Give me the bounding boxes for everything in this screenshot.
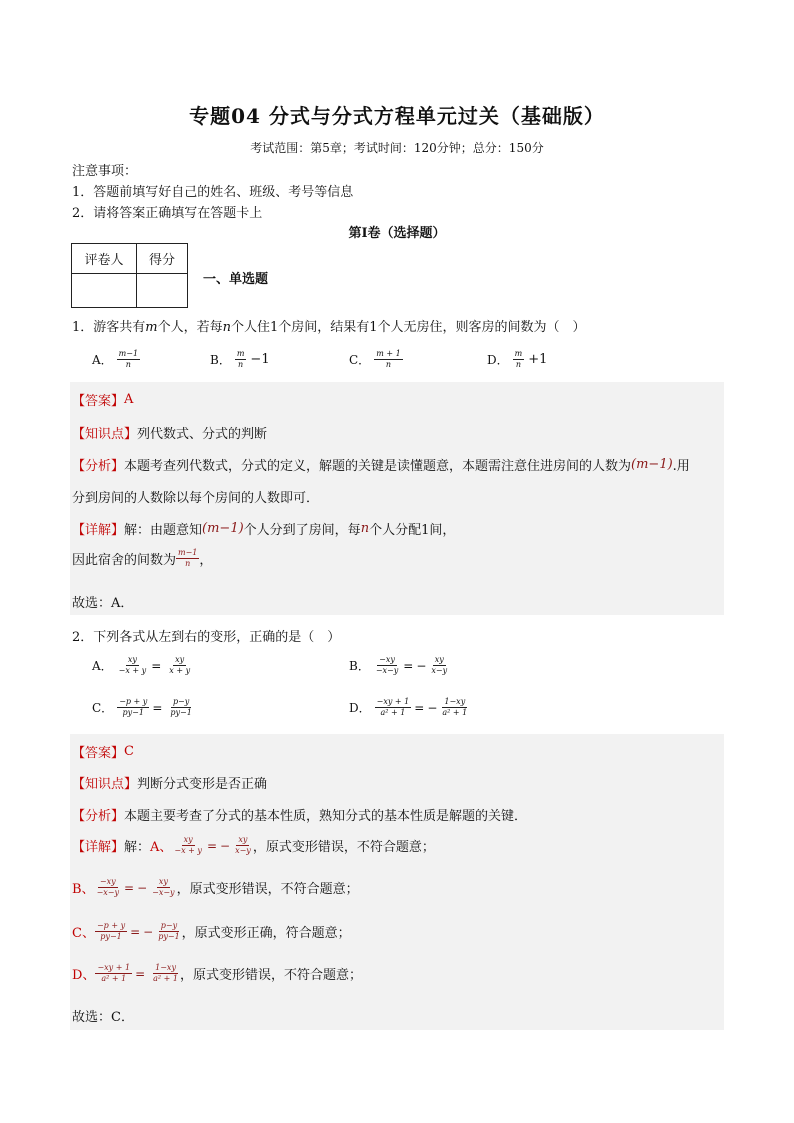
numerator: m−1 (118, 349, 139, 358)
score-table-cell-grader (72, 274, 137, 308)
q1-stem-part: 1．游客共有 (72, 320, 146, 335)
kp-tag: 【知识点】 (72, 427, 138, 442)
analysis-tag: 【分析】 (72, 459, 125, 474)
q1-stem-part: 个人住1个房间，结果有1个人无房住，则客房的间数为（ ） (231, 320, 586, 335)
denominator: a² + 1 (380, 708, 406, 717)
numerator: xy (158, 877, 168, 886)
expression (374, 656, 449, 675)
q2-detail-b (72, 878, 359, 897)
denominator: x−y (431, 666, 448, 675)
option-label: B． (210, 353, 231, 367)
notice-item-2: 2．请将答案正确填写在答题卡上 (72, 206, 263, 221)
detail-lead: B、 (72, 882, 95, 897)
q2-option-c[interactable] (92, 698, 194, 717)
fraction (172, 836, 204, 855)
numerator: −xy + 1 (97, 963, 131, 972)
score-table-header-score: 得分 (137, 244, 188, 274)
fraction (151, 964, 180, 983)
sign: − (143, 924, 154, 939)
detail-text: 个人分配1间， (369, 523, 456, 538)
equals: = (124, 880, 135, 895)
detail-text: ，原式变形错误，不符合题意； (176, 882, 359, 897)
numerator: xy (434, 655, 444, 664)
equals: = (152, 700, 163, 715)
q2-detail-d (72, 964, 362, 983)
q1-option-b[interactable] (210, 350, 270, 369)
q1-option-a[interactable] (92, 350, 140, 369)
denominator: −x−y (96, 888, 119, 897)
numerator: −p + y (96, 921, 126, 930)
expression (375, 698, 470, 717)
fraction (233, 836, 253, 855)
detail-text: 解：由题意知 (124, 523, 203, 538)
numerator: p−y (172, 697, 190, 706)
expression (117, 698, 194, 717)
numerator: −p + y (119, 697, 148, 706)
section-title: 第Ⅰ卷（选择题） (348, 226, 446, 241)
numerator: m (514, 349, 523, 358)
denominator: py−1 (100, 932, 122, 941)
kp-tag: 【知识点】 (72, 777, 138, 792)
denominator: a² + 1 (153, 974, 178, 983)
q2-choose: 故选：C． (72, 1010, 134, 1025)
fraction (95, 964, 132, 983)
denominator: py−1 (170, 708, 192, 717)
detail-text: ，原式变形正确，符合题意； (181, 926, 351, 941)
detail-text: ，原式变形错误，不符合题意； (179, 968, 362, 983)
analysis-text: .用 (672, 459, 690, 474)
denominator: a² + 1 (101, 974, 127, 983)
fraction (440, 698, 469, 717)
question-2-stem: 2．下列各式从左到右的变形，正确的是（ ） (72, 630, 341, 645)
fraction (117, 350, 140, 369)
sign: − (137, 880, 148, 895)
equals: = (151, 658, 162, 673)
option-label: A． (92, 659, 113, 673)
detail-var-n: n (360, 521, 370, 536)
q1-choose: 故选：A． (72, 596, 134, 611)
option-label: C． (92, 701, 114, 715)
denominator: −x−y (152, 888, 175, 897)
option-label: D． (487, 353, 509, 367)
q1-analysis (72, 455, 690, 474)
q2-detail-a (72, 836, 435, 855)
detail-lead: C、 (72, 926, 95, 941)
detail-tag: 【详解】 (72, 840, 125, 855)
notice-heading: 注意事项： (72, 164, 138, 179)
detail-text: 解： (124, 840, 151, 855)
fraction (117, 698, 149, 717)
option-label: A． (92, 353, 113, 367)
sign: − (416, 658, 427, 673)
fraction (374, 350, 402, 369)
fraction (429, 656, 449, 675)
q2-option-d[interactable] (349, 698, 469, 717)
detail-text: 个人分到了房间，每 (243, 523, 361, 538)
numerator: 1−xy (155, 963, 176, 972)
sign: − (427, 700, 438, 715)
fraction (156, 922, 181, 941)
equals: = (135, 966, 146, 981)
denominator: −x + y (118, 666, 147, 675)
numerator: xy (127, 655, 137, 664)
numerator: m + 1 (376, 349, 401, 358)
denominator: x + y (169, 666, 191, 675)
score-table (71, 243, 188, 308)
denominator: −x + y (174, 846, 202, 855)
numerator: m−1 (178, 548, 198, 557)
equals: = (130, 924, 141, 939)
score-table-header-grader: 评卷人 (72, 244, 137, 274)
fraction (167, 656, 192, 675)
q1-stem-part: 个人，若每 (157, 320, 223, 335)
denominator: x−y (235, 846, 251, 855)
q2-detail-c (72, 922, 351, 941)
fraction (513, 350, 525, 369)
q1-detail (72, 519, 455, 538)
kp-text: 列代数式、分式的判断 (137, 427, 268, 442)
expression (95, 964, 180, 983)
fraction (168, 698, 193, 717)
answer-value: A (124, 392, 134, 407)
expression (172, 836, 252, 855)
denominator: py−1 (158, 932, 180, 941)
numerator: m (236, 349, 245, 358)
q1-option-d[interactable] (487, 350, 547, 369)
analysis-text: 本题主要考查了分式的基本性质，熟知分式的基本性质是解题的关键． (124, 809, 528, 824)
equals: = (206, 838, 218, 853)
fraction (95, 922, 127, 941)
detail-lead: A、 (150, 840, 173, 855)
numerator: 1−xy (444, 697, 466, 706)
answer-tag: 【答案】 (72, 394, 125, 409)
expression (95, 922, 182, 941)
paper-title: 专题04 分式与分式方程单元过关（基础版） (189, 104, 605, 128)
denominator: py−1 (122, 708, 144, 717)
conclusion-text: ， (199, 553, 213, 568)
answer-tag: 【答案】 (72, 746, 125, 761)
option-label: D． (349, 701, 371, 715)
q1-conclusion (72, 549, 212, 568)
expression (95, 878, 177, 897)
fraction (150, 878, 176, 897)
analysis-math: (m−1) (631, 457, 673, 472)
denominator: n (385, 360, 391, 369)
denominator: −x−y (375, 666, 399, 675)
answer-value: C (124, 744, 134, 759)
fraction (235, 350, 247, 369)
question-1-stem (72, 316, 586, 335)
numerator: xy (238, 835, 248, 844)
option-tail: −1 (250, 352, 270, 367)
numerator: −xy + 1 (376, 697, 410, 706)
q1-knowledge-point (72, 423, 267, 442)
detail-text: ，原式变形错误，不符合题意； (252, 840, 435, 855)
denominator: a² + 1 (442, 708, 468, 717)
equals: = (403, 658, 414, 673)
numerator: −xy (99, 877, 116, 886)
fraction (375, 698, 412, 717)
exam-info: 考试范围：第5章；考试时间：120分钟；总分：150分 (250, 141, 544, 155)
fraction (95, 878, 121, 897)
q1-option-c[interactable] (349, 350, 403, 369)
option-label: C． (349, 353, 371, 367)
option-label: B． (349, 659, 370, 673)
numerator: −xy (379, 655, 395, 664)
sign: − (220, 838, 231, 853)
fraction (176, 549, 199, 568)
detail-math: (m−1) (202, 521, 244, 536)
detail-lead: D、 (72, 968, 96, 983)
denominator: n (238, 360, 244, 369)
numerator: xy (175, 655, 185, 664)
denominator: n (515, 360, 521, 369)
section-part: 一、单选题 (203, 272, 269, 287)
notice-item-1: 1．答题前填写好自己的姓名、班级、考号等信息 (72, 185, 354, 200)
option-tail: +1 (528, 352, 548, 367)
analysis-text: 本题考查列代数式，分式的定义，解题的关键是读懂题意，本题需注意住进房间的人数为 (124, 459, 632, 474)
fraction (117, 656, 149, 675)
equals: = (414, 700, 425, 715)
analysis-tag: 【分析】 (72, 809, 125, 824)
denominator: n (185, 559, 191, 568)
q1-var-m: m (145, 320, 158, 335)
denominator: n (125, 360, 131, 369)
expression (117, 656, 192, 675)
q1-var-n: n (222, 320, 231, 335)
kp-text: 判断分式变形是否正确 (137, 777, 268, 792)
q1-analysis-cont: 分到房间的人数除以每个房间的人数即可． (72, 491, 320, 506)
numerator: xy (183, 835, 193, 844)
q2-option-a[interactable] (92, 656, 192, 675)
score-table-cell-score (137, 274, 188, 308)
q2-knowledge-point (72, 773, 267, 792)
q2-answer (72, 742, 134, 761)
q2-option-b[interactable] (349, 656, 449, 675)
detail-tag: 【详解】 (72, 523, 125, 538)
q1-answer (72, 390, 133, 409)
fraction (374, 656, 400, 675)
q2-analysis (72, 805, 527, 824)
numerator: p−y (160, 921, 178, 930)
conclusion-text: 因此宿舍的间数为 (72, 553, 177, 568)
